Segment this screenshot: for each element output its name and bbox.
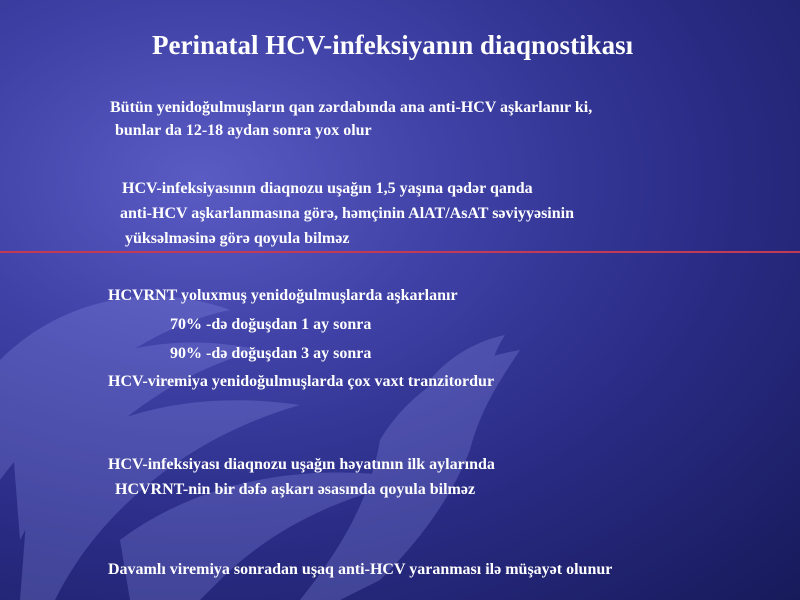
para2-line2: anti-HCV aşkarlanmasına görə, həmçinin AlAT/AsAT səviyyəsinin (120, 205, 574, 222)
para4-line1: HCV-infeksiyası diaqnozu uşağın həyatının ilk aylarında (108, 456, 495, 473)
para3-heading: HCVRNT yoluxmuş yenidoğulmuşlarda aşkarlanır (108, 287, 458, 304)
para2-line3: yüksəlməsinə görə qoyula bilməz (125, 230, 350, 247)
page-title: Perinatal HCV-infeksiyanın diaqnostikası (152, 30, 634, 60)
para3-item1: 70% -də doğuşdan 1 ay sonra (170, 316, 372, 333)
para4-line2: HCVRNT-nin bir dəfə aşkarı əsasında qoyula bilməz (115, 481, 476, 498)
para3-item2: 90% -də doğuşdan 3 ay sonra (170, 345, 372, 362)
para5-line: Davamlı viremiya sonradan uşaq anti-HCV yaranması ilə müşayət olunur (108, 561, 613, 578)
divider-line (0, 251, 800, 253)
para3-footer: HCV-viremiya yenidoğulmuşlarda çox vaxt tranzitordur (108, 373, 495, 390)
para1-line2: bunlar da 12-18 aydan sonra yox olur (115, 122, 372, 139)
para1-line1: Bütün yenidoğulmuşların qan zərdabında ana anti-HCV aşkarlanır ki, (110, 99, 593, 116)
para2-line1: HCV-infeksiyasının diaqnozu uşağın 1,5 yaşına qədər qanda (122, 180, 533, 197)
